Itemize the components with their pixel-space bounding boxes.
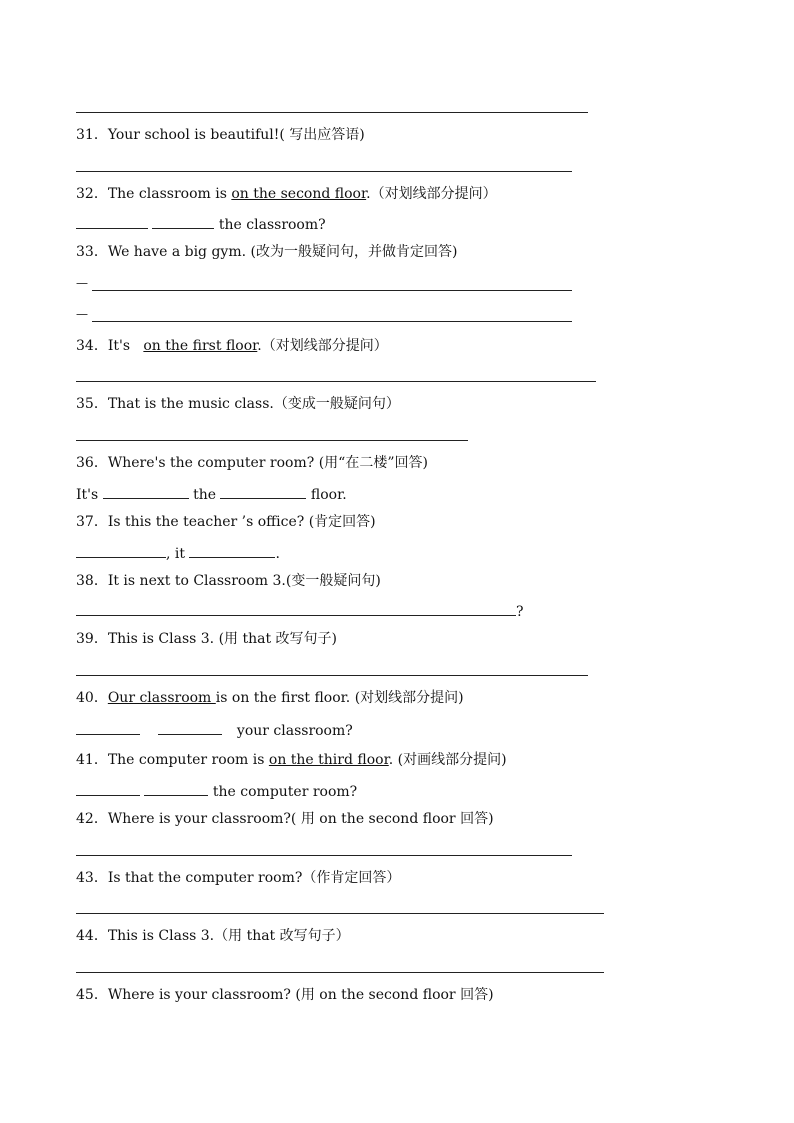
answer-blank[interactable] — [189, 543, 275, 558]
answer-text: It's — [76, 487, 103, 503]
answer-line — [76, 913, 604, 914]
underlined-phrase: on the first floor — [143, 338, 258, 354]
answer-blank[interactable] — [103, 484, 189, 499]
question-text: That is the music class.（变成一般疑问句） — [107, 396, 400, 412]
question-number: 39． — [76, 631, 108, 647]
question-instruction: . (对画线部分提问) — [388, 752, 507, 768]
question-33 — [76, 243, 457, 261]
answer-text: the — [188, 487, 221, 503]
question-text: The classroom is — [107, 186, 232, 202]
question-text: Is this the teacher ’s office? (肯定回答) — [107, 514, 376, 530]
underlined-phrase: on the second floor — [231, 186, 367, 202]
answer-32 — [76, 214, 326, 234]
question-number: 38． — [76, 573, 108, 589]
answer-line — [76, 171, 572, 172]
question-number: 41． — [76, 752, 108, 768]
underlined-phrase: Our classroom — [107, 690, 216, 706]
answer-line — [76, 112, 588, 113]
question-text: Where is your classroom? (用 on the second floor 回答) — [107, 987, 494, 1003]
answer-blank[interactable] — [220, 484, 306, 499]
question-number: 45． — [76, 987, 108, 1003]
question-44 — [76, 927, 350, 945]
question-text: The computer room is — [107, 752, 269, 768]
answer-line — [92, 321, 572, 322]
question-42 — [76, 810, 494, 828]
answer-38 — [76, 601, 524, 621]
answer-blank[interactable] — [76, 543, 166, 558]
answer-blank[interactable] — [76, 601, 516, 616]
question-number: 36． — [76, 455, 108, 471]
question-41 — [76, 751, 507, 769]
answer-line — [92, 290, 572, 291]
answer-37 — [76, 543, 280, 563]
dialogue-dash: — — [76, 307, 88, 321]
answer-line — [76, 972, 604, 973]
question-instruction: .（对划线部分提问） — [257, 338, 388, 354]
answer-text: , it — [166, 546, 190, 562]
question-38 — [76, 572, 381, 590]
question-text: Where is your classroom?( 用 on the second floor 回答) — [107, 811, 494, 827]
question-36 — [76, 454, 428, 472]
question-instruction: .（对划线部分提问） — [366, 186, 497, 202]
answer-line — [76, 440, 468, 441]
answer-41 — [76, 781, 357, 801]
question-number: 43． — [76, 870, 108, 886]
question-text: Your school is beautiful!( 写出应答语) — [107, 127, 365, 143]
question-text: It's — [107, 338, 144, 354]
answer-40 — [76, 720, 353, 740]
question-number: 31． — [76, 127, 108, 143]
question-number: 40． — [76, 690, 108, 706]
question-number: 42． — [76, 811, 108, 827]
question-text: Is that the computer room?（作肯定回答） — [107, 870, 401, 886]
question-text: Where's the computer room? (用“在二楼”回答) — [107, 455, 428, 471]
question-number: 34． — [76, 338, 108, 354]
question-number: 44． — [76, 928, 108, 944]
question-43 — [76, 869, 400, 887]
question-32 — [76, 185, 497, 203]
answer-text: the computer room? — [208, 784, 358, 800]
question-45 — [76, 986, 494, 1004]
question-number: 35． — [76, 396, 108, 412]
question-number: 37． — [76, 514, 108, 530]
question-40 — [76, 689, 464, 707]
answer-blank[interactable] — [144, 781, 208, 796]
question-35 — [76, 395, 400, 413]
answer-line — [76, 381, 596, 382]
question-number: 32． — [76, 186, 108, 202]
answer-text: the classroom? — [214, 217, 326, 233]
question-39 — [76, 630, 337, 648]
question-text: This is Class 3. (用 that 改写句子) — [107, 631, 338, 647]
question-text: We have a big gym. (改为一般疑问句，并做肯定回答) — [107, 244, 458, 260]
answer-text: ? — [516, 604, 524, 620]
answer-blank[interactable] — [76, 214, 148, 229]
answer-text: your classroom? — [236, 723, 353, 739]
dialogue-dash: — — [76, 276, 88, 290]
answer-line — [76, 855, 572, 856]
answer-blank[interactable] — [158, 720, 222, 735]
answer-text: . — [275, 546, 280, 562]
question-number: 33． — [76, 244, 108, 260]
question-instruction: is on the first floor. (对划线部分提问) — [215, 690, 464, 706]
answer-line — [76, 675, 588, 676]
question-37 — [76, 513, 376, 531]
answer-blank[interactable] — [76, 720, 140, 735]
question-34 — [76, 337, 388, 355]
underlined-phrase: on the third floor — [268, 752, 389, 768]
question-text: It is next to Classroom 3.(变一般疑问句) — [107, 573, 381, 589]
answer-blank[interactable] — [152, 214, 214, 229]
question-31 — [76, 126, 365, 144]
question-text: This is Class 3.（用 that 改写句子） — [107, 928, 350, 944]
answer-36 — [76, 484, 347, 504]
answer-text: floor. — [306, 487, 347, 503]
answer-blank[interactable] — [76, 781, 140, 796]
